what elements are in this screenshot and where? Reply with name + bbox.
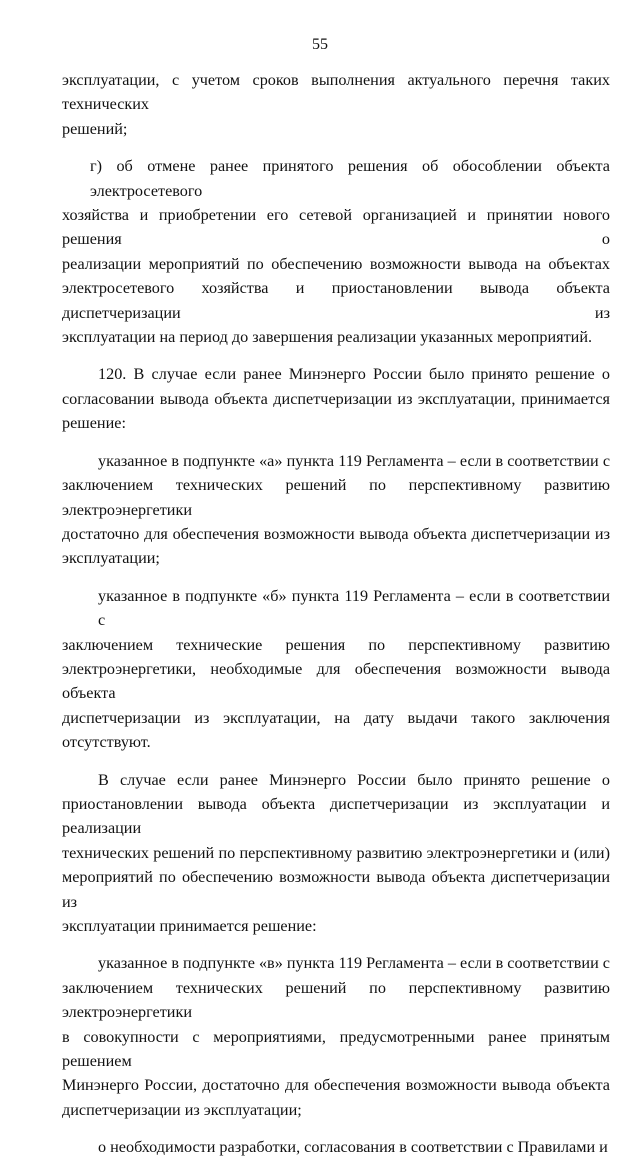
text-line: технических решений по перспективному развитию электроэнергетики и (или) [62,843,610,862]
text-line: В случае если ранее Минэнерго России было принято решение о [98,770,610,789]
paragraph [62,951,610,1122]
text-line: эксплуатации принимается решение: [62,917,317,935]
text-line: мероприятий по обеспечению возможности вывода объекта диспетчеризации из [62,868,610,911]
text-line: указанное в подпункте «б» пункта 119 Регламента – если в соответствии с [98,586,610,630]
text-line: эксплуатации на период до завершения реализации указанных мероприятий. [62,328,593,347]
text-line: указанное в подпункте «в» пункта 119 Регламента – если в соответствии с [98,954,610,973]
text-line: диспетчеризации из эксплуатации; [62,1100,302,1119]
text-line: решений; [62,119,128,138]
text-line: 120. В случае если ранее Минэнерго России было принято решение о [98,365,610,384]
text-line: реализации мероприятий по обеспечению возможности вывода на объектах [62,254,610,273]
text-line: электроэнергетики, необходимые для обеспечения возможности вывода объекта [62,659,610,703]
text-line: хозяйства и приобретении его сетевой организацией и принятии нового решения о [62,206,610,249]
text-line: достаточно для обеспечения возможности вывода объекта диспетчеризации из [62,524,610,543]
paragraph [62,1135,610,1159]
paragraph [62,68,610,141]
text-line: о необходимости разработки, согласования в соответствии с Правилами и [98,1138,608,1157]
paragraph [62,768,610,939]
paragraph [62,154,610,349]
text-line: указанное в подпункте «а» пункта 119 Регламента – если в соответствии с [98,451,610,470]
text-line: диспетчеризации из эксплуатации, на дату выдачи такого заключения отсутствуют. [62,708,610,752]
text-line: г) об отмене ранее принятого решения об обособлении объекта электросетевого [90,157,610,200]
paragraph [62,362,610,435]
text-line: решение: [62,414,126,433]
text-line: согласовании вывода объекта диспетчеризации из эксплуатации, принимается [62,389,610,408]
paragraph [62,584,610,755]
text-line: эксплуатации; [62,549,160,568]
page-number: 55 [312,36,328,53]
text-line: приостановлении вывода объекта диспетчеризации из эксплуатации и реализации [62,794,610,838]
text-line: заключением технических решений по перспективному развитию электроэнергетики [62,978,610,1022]
text-line: эксплуатации, с учетом сроков выполнения актуального перечня таких технических [62,71,610,114]
text-line: электросетевого хозяйства и приостановлении вывода объекта диспетчеризации из [62,279,610,322]
paragraph [62,449,610,571]
text-line: заключением технических решений по перспективному развитию электроэнергетики [62,476,610,519]
document-body [62,68,610,1160]
text-line: Минэнерго России, достаточно для обеспечения возможности вывода объекта [62,1076,610,1095]
text-line: заключением технические решения по перспективному развитию [62,635,610,654]
text-line: в совокупности с мероприятиями, предусмотренными ранее принятым решением [62,1027,610,1071]
